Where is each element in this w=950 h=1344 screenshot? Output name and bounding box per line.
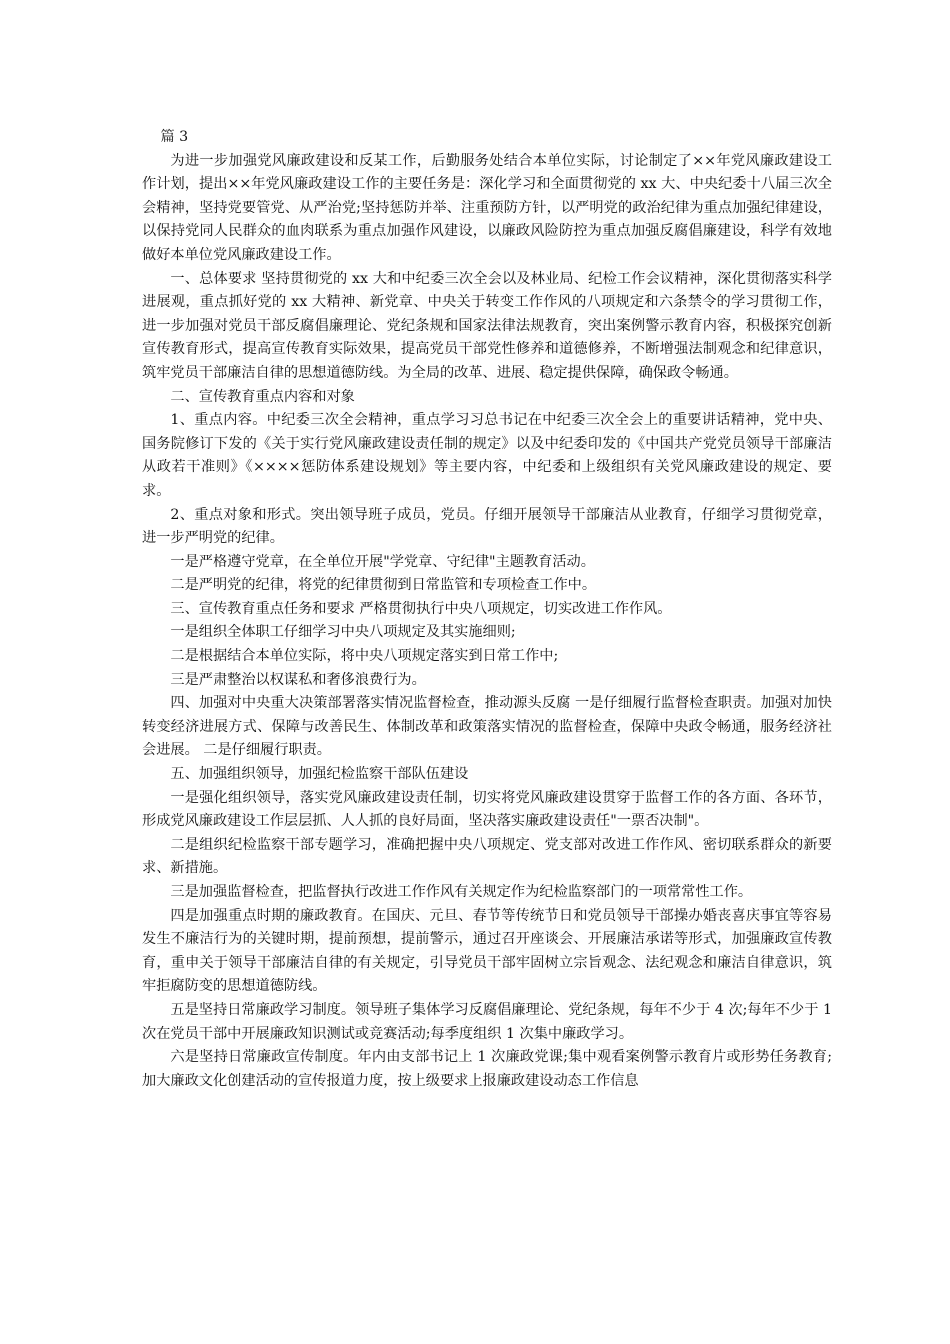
section-heading: 四、加强对中央重大决策部署落实情况监督检查，推动源头反腐 一是仔细履行监督检查职责。加强对加快转变经济进展方式、保障与改善民生、体制改革和政策落实情况的监督检查，保障中央政令畅通，服务经济社会进展。 二是仔细履行职责。 [142,695,832,759]
paragraph: 三是加强监督检查，把监督执行改进工作作风有关规定作为纪检监察部门的一项常常性工作。 [170,884,753,900]
paragraph: 六是坚持日常廉政宣传制度。年内由支部书记上 1 次廉政党课;集中观看案例警示教育片或形势任务教育;加大廉政文化创建活动的宣传报道力度，按上级要求上报廉政建设动态工作信息 [142,1049,832,1089]
paragraph: 二是严明党的纪律，将党的纪律贯彻到日常监管和专项检查工作中。 [170,577,597,594]
paragraph: 一、总体要求 坚持贯彻党的 xx 大和中纪委三次全会以及林业局、纪检工作会议精神，深化贯彻落实科学进展观，重点抓好党的 xx 大精神、新党章、中央关于转变工作作风的八项规定和六条禁令的学习贯彻工作，进一步加强对党员干部反腐倡廉理论、党纪条规和国家法律法规教育，突出案例警示教育内容，积极探究创新宣传教育形式，提高宣传教育实际效果，提高党员干部党性修养和道德修养，不断增强法制观念和纪律意识，筑牢党员干部廉洁自律的思想道德防线。为全局的改革、进展、稳定提供保障，确保政令畅通。 [142,270,832,381]
paragraph: 二是组织纪检监察干部专题学习，准确把握中央八项规定、党支部对改进工作作风、密切联系群众的新要求、新措施。 [142,836,832,877]
paragraph: 2、重点对象和形式。突出领导班子成员，党员。仔细开展领导干部廉洁从业教育，仔细学习贯彻党章，进一步严明党的纪律。 [142,506,832,547]
paragraph: 一是组织全体职工仔细学习中央八项规定及其实施细则; [170,624,516,641]
paragraph: 五是坚持日常廉政学习制度。领导班子集体学习反腐倡廉理论、党纪条规，每年不少于 4 次;每年不少于 1 次在党员干部中开展廉政知识测试或竞赛活动;每季度组织 1 次集中廉政学习。 [142,1001,832,1042]
paragraph: 为进一步加强党风廉政建设和反某工作，后勤服务处结合本单位实际，讨论制定了××年党风廉政建设工作计划，提出××年党风廉政建设工作的主要任务是：深化学习和全面贯彻党的 xx 大、中央纪委十八届三次全会精神，坚持党要管党、从严治党;坚持惩防并举、注重预防方针，以严明党的政治纪律为重点加强纪律建设，以保持党同人民群众的血肉联系为重点加强作风建设，以廉政风险防控为重点加强反腐倡廉建设，科学有效地做好本单位党风廉政建设工作。 [142,152,832,263]
section-heading: 三、宣传教育重点任务和要求 严格贯彻执行中央八项规定，切实改进工作作风。 [170,600,672,617]
paragraph: 三是严肃整治以权谋私和奢侈浪费行为。 [170,671,426,688]
paragraph: 一是严格遵守党章，在全单位开展"学党章、守纪律"主题教育活动。 [170,553,595,570]
document-body [142,126,832,1093]
paragraph: 1、重点内容。中纪委三次全会精神，重点学习习总书记在中纪委三次全会上的重要讲话精神，党中央、国务院修订下发的《关于实行党风廉政建设责任制的规定》以及中纪委印发的《中国共产党党员领导干部廉洁从政若干准则》《××××惩防体系建设规划》等主要内容，中纪委和上级组织有关党风廉政建设的规定、要求。 [142,412,832,499]
paragraph: 二是根据结合本单位实际，将中央八项规定落实到日常工作中; [170,648,559,665]
section-heading: 二、宣传教育重点内容和对象 [170,388,355,405]
section-heading: 五、加强组织领导，加强纪检监察干部队伍建设 [170,766,469,783]
document-heading: 篇 3 [160,129,189,145]
paragraph: 四是加强重点时期的廉政教育。在国庆、元旦、春节等传统节日和党员领导干部操办婚丧喜庆事宜等容易发生不廉洁行为的关键时期，提前预想，提前警示，通过召开座谈会、开展廉洁承诺等形式，加强廉政宣传教育，重申关于领导干部廉洁自律的有关规定，引导党员干部牢固树立宗旨观念、法纪观念和廉洁自律意识，筑牢拒腐防变的思想道德防线。 [142,907,832,995]
paragraph: 一是强化组织领导，落实党风廉政建设责任制，切实将党风廉政建设贯穿于监督工作的各方面、各环节，形成党风廉政建设工作层层抓、人人抓的良好局面，坚决落实廉政建设责任"一票否决制"。 [142,789,832,830]
